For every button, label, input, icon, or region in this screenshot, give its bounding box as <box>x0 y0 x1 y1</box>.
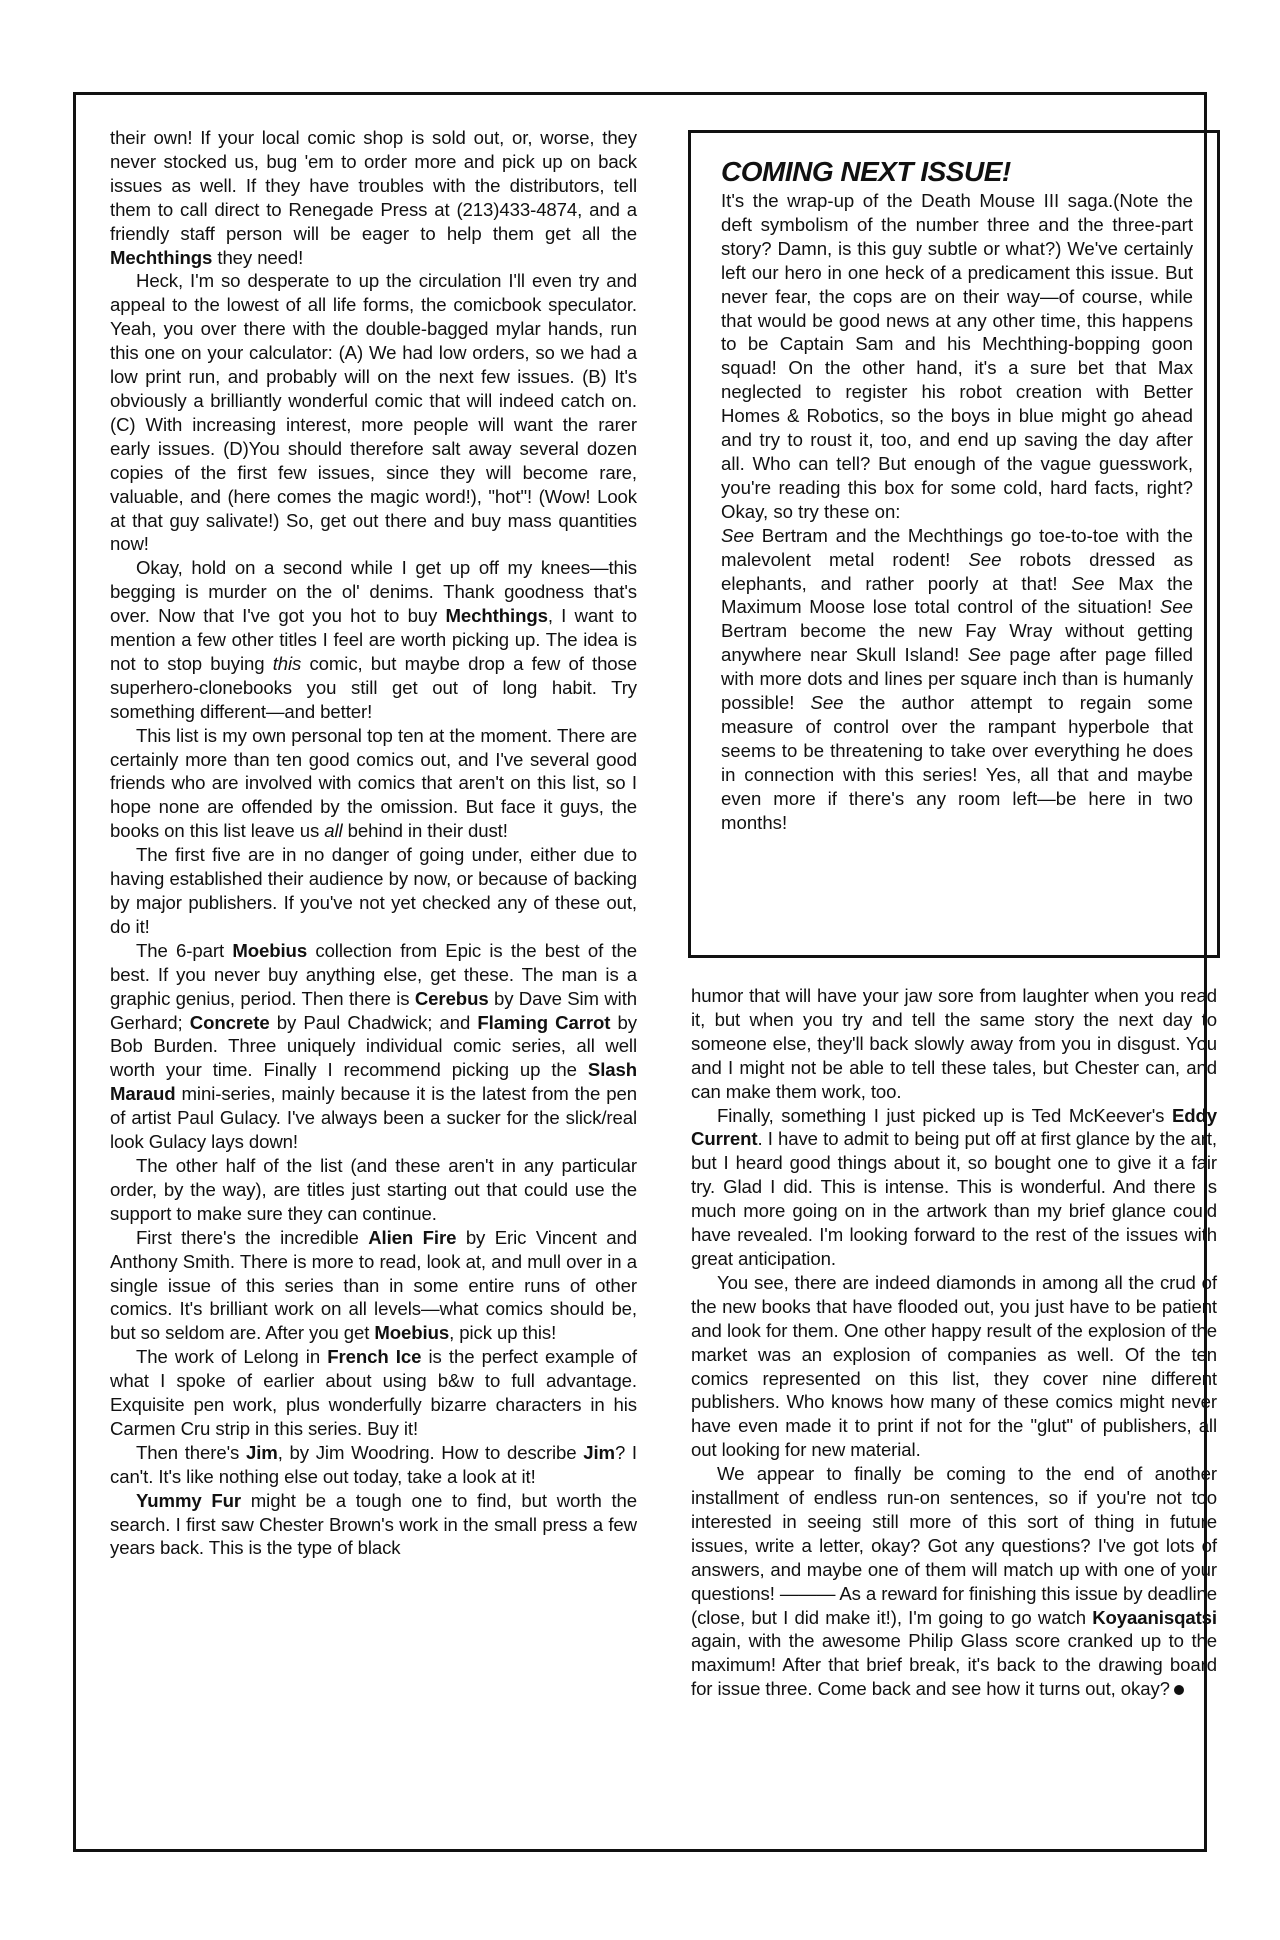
paragraph: Heck, I'm so desperate to up the circulation I'll even try and appeal to the lowest of all life forms, the comicbook speculator. Yeah, you over there with the double-bagged mylar hands, run this one on your calculator: (A) We had low orders, so we had a low print run, and probably will on the next few issues. (B) It's obviously a brilliantly wonderful comic that will indeed catch on. (C) With increasing interest, more people will want the rarer early issues. (D)You should therefore salt away several dozen copies of the first few issues, since they will become rare, valuable, and (here comes the magic word!), "hot"! (Wow! Look at that guy salivate!) So, get out there and buy mass quantities now! <box>110 270 637 555</box>
left-column <box>110 126 637 1560</box>
paragraph: You see, there are indeed diamonds in among all the crud of the new books that have flooded out, you just have to be patient and look for them. One other happy result of the explosion of the market was an explosion of companies as well. Of the ten comics represented on this list, they cover nine different publishers. Who knows how many of these comics might never have even made it to print if not for the "glut" of publishers, all out looking for new material. <box>691 1271 1217 1461</box>
end-mark-icon <box>1174 1685 1184 1695</box>
paragraph: First there's the incredible Alien Fire by Eric Vincent and Anthony Smith. There is more to read, look at, and mull over in a single issue of this series than in some entire runs of other comics. It's brilliant work on all levels—what comics should be, but so seldom are. After you get Moebius, pick up this! <box>110 1226 637 1344</box>
paragraph: The other half of the list (and these aren't in any particular order, by the way), are titles just starting out that could use the support to make sure they can continue. <box>110 1154 637 1224</box>
paragraph: The work of Lelong in French Ice is the perfect example of what I spoke of earlier about using b&w to full advantage. Exquisite pen work, plus wonderfully bizarre characters in his Carmen Cru strip in this series. Buy it! <box>110 1346 637 1439</box>
box-teasers: See Bertram and the Mechthings go toe-to-toe with the malevolent metal rodent! See robots dressed as elephants, and rather poorly at that! See Max the Maximum Moose lose total control of the situation! See Bertram become the new Fay Wray without getting anywhere near Skull Island! See page after page filled with more dots and lines per square inch than is humanly possible! See the author attempt to regain some measure of control over the rampant hyperbole that seems to be threatening to take over everything he does in connection with this series! Yes, all that and maybe even more if there's any room left—be here in two months! <box>721 524 1193 833</box>
paragraph: The 6-part Moebius collection from Epic is the best of the best. If you never buy anything else, get these. The man is a graphic genius, period. Then there is Cerebus by Dave Sim with Gerhard; Concrete by Paul Chadwick; and Flaming Carrot by Bob Burden. Three uniquely individual comic series, all well worth your time. Finally I recommend picking up the Slash Maraud mini-series, mainly because it is the latest from the pen of artist Paul Gulacy. I've always been a sucker for the slick/real look Gulacy lays down! <box>110 939 637 1153</box>
paragraph: their own! If your local comic shop is sold out, or, worse, they never stocked us, bug 'em to order more and pick up on back issues as well. If they have troubles with the distributors, tell them to call direct to Renegade Press at (213)433-4874, and a friendly staff person will be eager to help them get all the Mechthings they need! <box>110 127 637 268</box>
box-title: COMING NEXT ISSUE! <box>721 156 1011 187</box>
box-intro: It's the wrap-up of the Death Mouse III saga.(Note the deft symbolism of the number three and the three-part story? Damn, is this guy subtle or what?) We've certainly left our hero in one heck of a predicament this issue. But never fear, the cops are on their way—of course, while that would be good news at any other time, this happens to be Captain Sam and his Mechthing-bopping goon squad! On the other hand, it's a sure bet that Max neglected to register his robot creation with Better Homes & Robotics, so the boys in blue might go ahead and try to roust it, too, and end up saving the day after all. Who can tell? But enough of the vague guesswork, you're reading this box for some cold, hard facts, right? Okay, so try these on: <box>721 190 1193 522</box>
paragraph: Okay, hold on a second while I get up off my knees—this begging is murder on the ol' denims. Thank goodness that's over. Now that I've got you hot to buy Mechthings, I want to mention a few other titles I feel are worth picking up. The idea is not to stop buying this comic, but maybe drop a few of those superhero-clonebooks you still get out of long habit. Try something different—and better! <box>110 557 637 722</box>
paragraph: Finally, something I just picked up is Ted McKeever's Eddy Current. I have to admit to being put off at first glance by the art, but I heard good things about it, so bought one to give it a fair try. Glad I did. This is intense. This is wonderful. And there is much more going on in the artwork than my brief glance could have revealed. I'm looking forward to the rest of the issues with great anticipation. <box>691 1104 1217 1269</box>
paragraph: The first five are in no danger of going under, either due to having established their audience by now, or because of backing by major publishers. If you've not yet checked any of these out, do it! <box>110 844 637 937</box>
paragraph: humor that will have your jaw sore from laughter when you read it, but when you try and tell the same story the next day to someone else, they'll back slowly away from you in disgust. You and I might not be able to tell these tales, but Chester can, and can make them work, too. <box>691 985 1217 1102</box>
box-body <box>721 189 1193 834</box>
coming-next-issue-box <box>688 130 1220 958</box>
paragraph: Then there's Jim, by Jim Woodring. How to describe Jim? I can't. It's like nothing else out today, take a look at it! <box>110 1441 637 1487</box>
paragraph: This list is my own personal top ten at the moment. There are certainly more than ten good comics out, and I've several good friends who are involved with comics that aren't on this list, so I hope none are offended by the omission. But face it guys, the books on this list leave us all behind in their dust! <box>110 724 637 842</box>
right-column <box>691 984 1217 1701</box>
paragraph: We appear to finally be coming to the end of another installment of endless run-on sentences, so if you're not too interested in seeing still more of this sort of thing in future issues, write a letter, okay? Got any questions? I've got lots of answers, and maybe one of them will match up with one of your questions! ——— As a reward for finishing this issue by deadline (close, but I did make it!), I'm going to go watch Koyaanisqatsi again, with the awesome Philip Glass score cranked up to the maximum! After that brief break, it's back to the drawing board for issue three. Come back and see how it turns out, okay? <box>691 1463 1217 1700</box>
paragraph: Yummy Fur might be a tough one to find, but worth the search. I first saw Chester Brown's work in the small press a few years back. This is the type of black <box>110 1489 637 1559</box>
